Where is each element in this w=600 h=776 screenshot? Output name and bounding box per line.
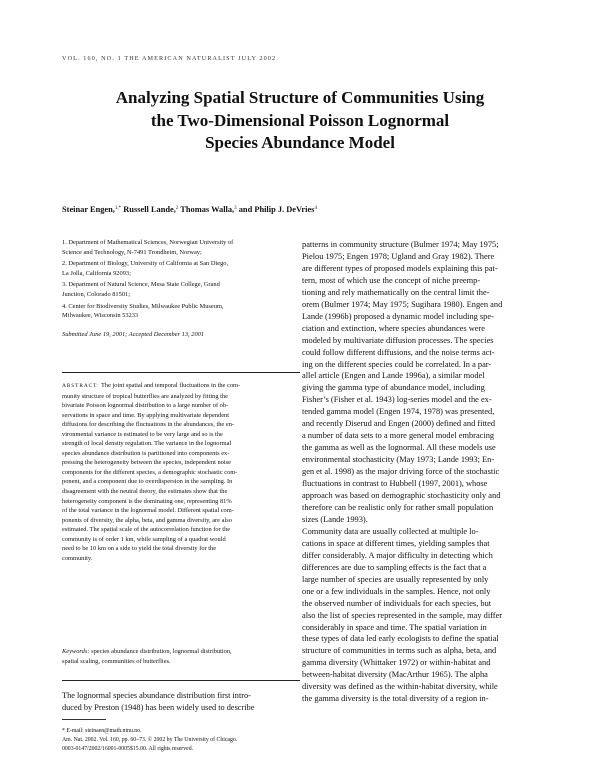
- author-name: Steinar Engen,: [62, 205, 115, 214]
- footnote-email: * E-mail: steinaen@math.ntnu.no.: [62, 728, 142, 734]
- author-affiliation-mark: 1,*: [114, 206, 122, 211]
- body-line: tended gamma model (Engen 1974, 1978) was presented,: [302, 407, 495, 417]
- keywords-line: spatial scaling, communities of butterflies.: [62, 657, 171, 665]
- submission-dates: Submitted June 19, 2001; Accepted December 13, 2001: [62, 331, 205, 338]
- body-line: one or a few individuals in the samples. Hence, not only: [302, 586, 491, 596]
- abstract: [62, 381, 300, 563]
- body-line: Lande (1996b) proposed a dynamic model including spe-: [302, 311, 494, 321]
- abstract-line: bivariate Poisson lognormal distribution to a large number of ob-: [62, 402, 229, 410]
- abstract-label: ABSTRACT:: [62, 383, 100, 389]
- affiliation: [62, 238, 300, 257]
- abstract-line: estimated. The spatial scale of the autocorrelation function for the: [62, 526, 231, 534]
- affiliation-line: La Jolla, California 92093;: [62, 269, 131, 277]
- body-line: differences are due to sampling effects is the fact that a: [302, 562, 487, 572]
- affiliation-line: Milwaukee, Wisconsin 53233: [62, 312, 139, 320]
- body-line: sizes (Lande 1993).: [302, 514, 368, 524]
- abstract-line: species abundance distribution is partitioned into components ex-: [62, 449, 230, 457]
- affiliation-line: 4. Center for Biodiversity Studies, Milwaukee Public Museum,: [62, 302, 224, 310]
- body-line: could follow different diffusions, and the noise terms act-: [302, 347, 495, 357]
- body-line: structure of communities in terms such as alpha, beta, and: [302, 646, 497, 656]
- body-line: environmental stochasticity (May 1973; Lande 1993; En-: [302, 455, 495, 465]
- body-line: ciation and extinction, where species abundances were: [302, 323, 486, 333]
- affiliation-line: 1. Department of Mathematical Sciences, Norwegian University of: [62, 239, 234, 246]
- body-line: considerably in space and time. The spatial variation in: [302, 622, 487, 632]
- body-line: these types of data led early ecologists to define the spatial: [302, 634, 499, 644]
- abstract-line: vironmental variance is estimated to be very large and so is the: [62, 430, 223, 438]
- abstract-line: heterogeneity component is the dominating one, representing 81%: [62, 497, 232, 505]
- footnotes: [62, 727, 300, 754]
- affiliations: [62, 238, 300, 323]
- body-line: gen et al. 1998) as the major driving force of the stochastic: [302, 467, 500, 477]
- body-line: cations in space at different times, yielding samples that: [302, 538, 490, 548]
- keywords: [62, 647, 300, 666]
- body-line: are different types of proposed models explaining this pat-: [302, 263, 498, 273]
- abstract-line: munity structure of tropical butterflies are analyzed by fitting the: [62, 392, 228, 400]
- body-line: tern, most of which use the concept of niche preemp-: [302, 275, 481, 285]
- footnote-citation: Am. Nat. 2002. Vol. 160, pp. 60–73. © 2002 by The University of Chicago.: [62, 737, 238, 743]
- body-line: large number of species are usually represented by only: [302, 574, 489, 584]
- body-line: duced by Preston (1948) has been widely used to describe: [62, 703, 255, 713]
- abstract-top-rule: [62, 372, 300, 373]
- author-name: Russell Lande,: [123, 205, 176, 214]
- body-line: Pielou 1975; Engen 1978; Ugland and Gray 1982). There: [302, 251, 495, 261]
- abstract-text: The joint spatial and temporal fluctuations in the com-: [100, 382, 241, 389]
- abstract-line: pressing the heterogeneity between the species, independent noise: [62, 459, 231, 467]
- body-line: giving the gamma type of abundance model, including: [302, 383, 485, 393]
- body-line: Community data are usually collected at multiple lo-: [302, 526, 479, 536]
- body-line: the gamma as well as the lognormal. All these models use: [302, 443, 496, 453]
- body-line: ing on the different species could be correlated. In a par-: [302, 359, 492, 369]
- running-head: VOL. 160, NO. 1 THE AMERICAN NATURALIST JULY 2002: [62, 55, 277, 62]
- right-column-text: [302, 239, 542, 705]
- abstract-line: strength of local density regulation. The variance in the lognormal: [62, 440, 232, 448]
- author-name: Thomas Walla,: [180, 205, 235, 214]
- author-affiliation-mark: 3: [234, 206, 237, 211]
- body-line: approach was based on demographic stochasticity only and: [302, 491, 501, 501]
- footnote-copyright: 0003-0147/2002/16001-0005$15.00. All rights reserved.: [62, 746, 194, 752]
- keywords-line: [62, 647, 300, 657]
- intro-paragraph: [62, 690, 300, 715]
- footnote-rule: [62, 719, 106, 720]
- abstract-line: ponents of diversity, the alpha, beta, and gamma diversity, are also: [62, 516, 232, 524]
- affiliation-line: Junction, Colorado 81501;: [62, 290, 130, 298]
- affiliation: [62, 302, 300, 321]
- abstract-line: need to be 10 km on a side to yield the total diversity for the: [62, 545, 217, 553]
- author-affiliation-mark: 4: [314, 206, 317, 211]
- abstract-body: [62, 392, 300, 564]
- author-list: [62, 205, 317, 214]
- body-line: a number of data sets to a more general model embracing: [302, 431, 495, 441]
- body-line: the observed number of individuals for each species, but: [302, 598, 492, 608]
- body-line: differ considerably. A major difficulty in detecting which: [302, 550, 493, 560]
- affiliation-line: Science and Technology, N-7491 Trondheim, Norway;: [62, 248, 202, 256]
- abstract-line: servations in space and time. By applying multivariate dependent: [62, 411, 229, 419]
- body-line: orem (Bulmer 1974; May 1975; Sugihara 1980). Engen and: [302, 299, 503, 309]
- title-line: Analyzing Spatial Structure of Communities Using: [115, 88, 485, 107]
- body-line: therefore can be realistic only for rather small population: [302, 502, 494, 512]
- body-line: and recently Diserud and Engen (2000) defined and fitted: [302, 419, 496, 429]
- body-line: fluctuations in contrast to Hubbell (1997, 2001), whose: [302, 479, 488, 489]
- abstract-line: community.: [62, 554, 93, 562]
- title-line: Species Abundance Model: [205, 133, 395, 152]
- body-line: patterns in community structure (Bulmer 1974; May 1975;: [302, 240, 499, 249]
- body-line: gamma diversity (Whittaker 1972) or within-habitat and: [302, 658, 491, 668]
- abstract-line: of the total variance in the lognormal model. Different spatial com-: [62, 507, 234, 515]
- body-line: also the list of species represented in the sample, may differ: [302, 610, 503, 620]
- author-name: and Philip J. DeVries: [238, 205, 315, 214]
- body-line: tioning and rely mathematically on the central limit the-: [302, 287, 490, 297]
- affiliation: [62, 259, 300, 278]
- title-line: the Two-Dimensional Poisson Lognormal: [150, 110, 450, 130]
- body-line: the gamma diversity is the total diversity of a region in-: [302, 694, 489, 704]
- body-line: The lognormal species abundance distribution first intro-: [62, 691, 251, 700]
- body-line: between-habitat diversity (MacArthur 1965). The alpha: [302, 670, 488, 680]
- body-line: allel article (Engen and Lande 1996a), a similar model: [302, 371, 485, 381]
- abstract-line: disagreement with the neutral theory, the estimates show that the: [62, 488, 228, 496]
- author-affiliation-mark: 2: [175, 206, 179, 211]
- keywords-text: species abundance distribution, lognormal distribution,: [91, 648, 232, 655]
- abstract-line: ponent, and a component due to overdispersion in the sampling. In: [62, 478, 233, 486]
- abstract-line: [62, 381, 300, 392]
- body-line: Fisher’s (Fisher et al. 1943) log-series model and the ex-: [302, 395, 492, 405]
- body-line: diversity was defined as the within-habitat diversity, while: [302, 682, 498, 692]
- abstract-line: components for the different species, a demographic stochastic com-: [62, 468, 238, 476]
- affiliation-line: 3. Department of Natural Science, Mesa State College, Grand: [62, 281, 220, 289]
- article-title: [40, 87, 560, 155]
- keywords-label: Keywords:: [62, 648, 90, 655]
- body-line: modeled by multivariate diffusion processes. The species: [302, 335, 494, 345]
- affiliation: [62, 280, 300, 299]
- abstract-line: diffusions for describing the fluctuations in the abundances, the en-: [62, 421, 235, 429]
- abstract-bottom-rule: [62, 680, 300, 681]
- abstract-line: community is of order 1 km, while sampling of a quadrat would: [62, 535, 226, 543]
- affiliation-line: 2. Department of Biology, University of California at San Diego,: [62, 260, 229, 268]
